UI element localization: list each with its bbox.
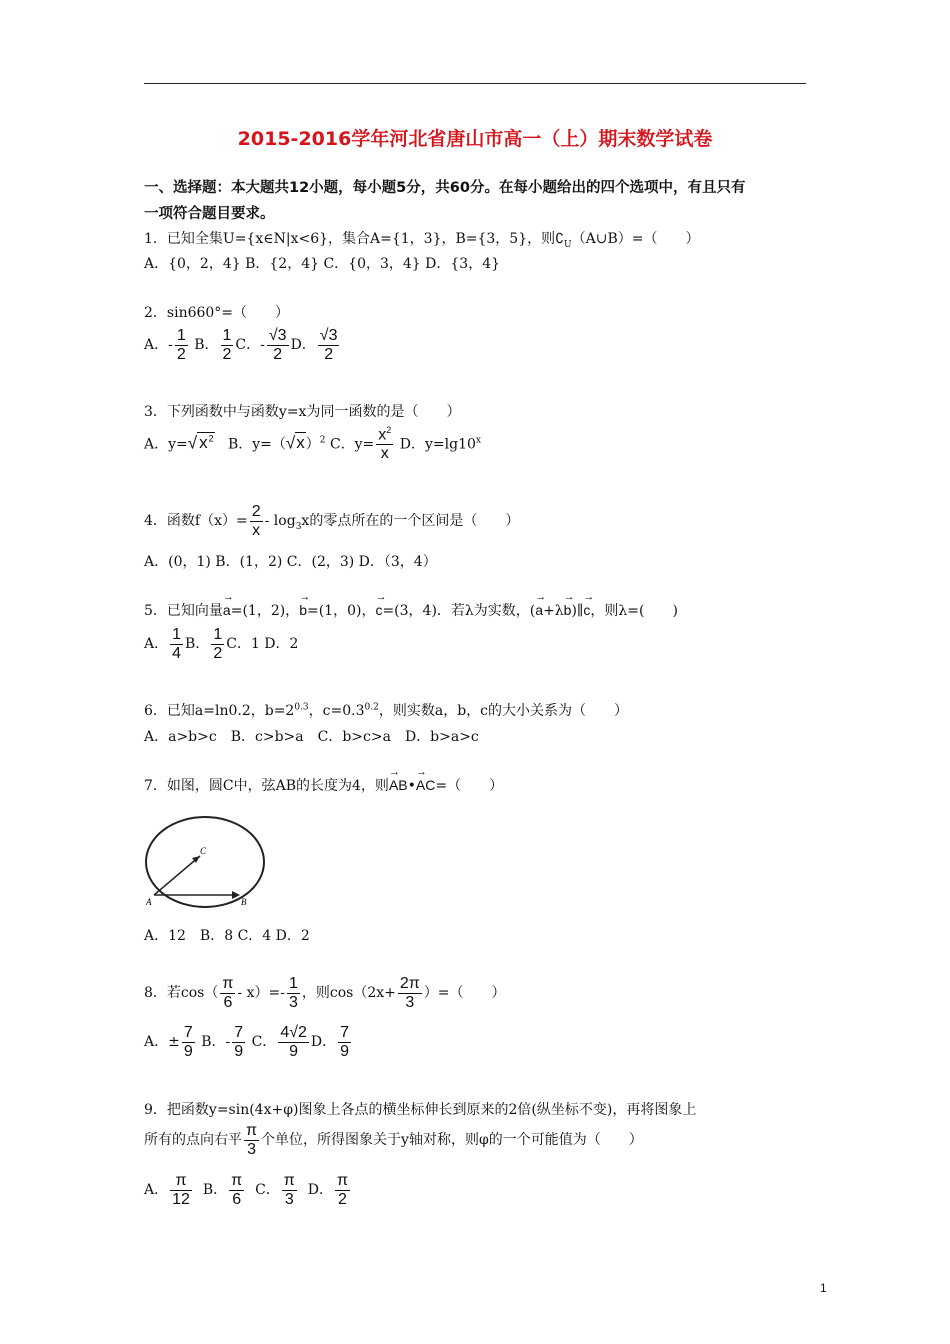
q4-options: A．(0，1) B．(1，2) C．(2，3) D．（3，4） xyxy=(144,554,437,570)
q6-options: A．a>b>c B．c>b>a C．b>c>a D．b>a>c xyxy=(144,729,479,745)
section-heading-line2: 一项符合题目要求。 xyxy=(144,206,275,222)
q5-stem: 5．已知向量→ a=(1，2)，→ b=(1，0)，→ c=(3，4)．若λ为实数，(→ a+λ→ b)∥→ c，则λ=( ) xyxy=(144,600,678,620)
q9-line1: 9．把函数y=sin(4x+φ)图象上各点的横坐标伸长到原来的2倍(纵坐标不变)，再将图象上 xyxy=(144,1102,697,1118)
page-title: 2015-2016学年河北省唐山市高一（上）期末数学试卷 xyxy=(237,128,713,150)
q1-options: A．{0，2，4} B．{2，4} C．{0，3，4} D．{3，4} xyxy=(144,256,501,272)
label-a: A xyxy=(146,897,152,907)
q9-line2: 所有的点向右平 $\frac{\pi}{3}$ 个单位，所得图象关于y轴对称，则φ的一个可能值为（ ） xyxy=(144,1122,643,1158)
circle-figure xyxy=(140,812,270,912)
q8-options: A．± $\frac{7}{9}$ B．- $\frac{7}{9}$ C． $\frac{4√2}{9}$ D． $\frac{7}{9}$ xyxy=(144,1024,350,1060)
frac-sqrt3-over-2: $\frac{√3}{2}$ xyxy=(268,327,287,363)
header-rule xyxy=(144,83,806,84)
q5-options: A． $\frac{1}{4}$ B． $\frac{1}{2}$ C．1 D．2 xyxy=(144,626,299,662)
q7-options: A．12 B．8 C．4 D．2 xyxy=(144,928,310,944)
q2-options: A．- $\frac{1}{2}$ B． $\frac{1}{2}$ C．- $\frac{√3}{2}$ D． $\frac{√3}{2}$ xyxy=(144,327,338,363)
q3-stem: 3．下列函数中与函数y=x为同一函数的是（ ） xyxy=(144,404,461,420)
q2-stem: 2．sin660°=（ ） xyxy=(144,305,290,321)
frac-one-half: $\frac{1}{2}$ xyxy=(176,327,186,363)
q8-stem: 8．若cos（ $\frac{\pi}{6}$ - x）=- $\frac{1}{3}$ ，则cos（2x+ $\frac{2\pi}{3}$ ）=（ ） xyxy=(144,975,506,1011)
q3-options: A．y=√ $x^2$ B．$y=(√x)^2$ C．y= $\frac{x^2}{x}$ D．$y=\lg 10^x$ xyxy=(144,425,481,462)
q1-stem: 1．已知全集U={x∈N|x<6}，集合A={1，3}，B={3，5}，则$∁_U(A\cup B)=$（ ） xyxy=(144,231,700,250)
label-c: C xyxy=(200,846,207,856)
q4-stem: 4．函数f（x）= $\frac{2}{x}$ - $\log_3x$的零点所在的一个区间是（ ） xyxy=(144,503,520,539)
label-b: B xyxy=(241,897,247,907)
q9-options: A． $\frac{\pi}{12}$ B． $\frac{\pi}{6}$ C． $\frac{\pi}{3}$ D． $\frac{\pi}{2}$ xyxy=(144,1172,349,1208)
q7-stem: 7．如图，圆C中，弦AB的长度为4，则→ AB•→ AC=（ ） xyxy=(144,775,503,795)
q6-stem: 6．已知a=ln0.2，$b=2^{0.3}$，$c=0.3^{0.2}$，则实数a，b，c的大小关系为（ ） xyxy=(144,702,628,719)
section-heading-line1: 一、选择题：本大题共12小题，每小题5分，共60分。在每小题给出的四个选项中，有且只有 xyxy=(144,180,746,196)
page-number: 1 xyxy=(820,1281,827,1295)
